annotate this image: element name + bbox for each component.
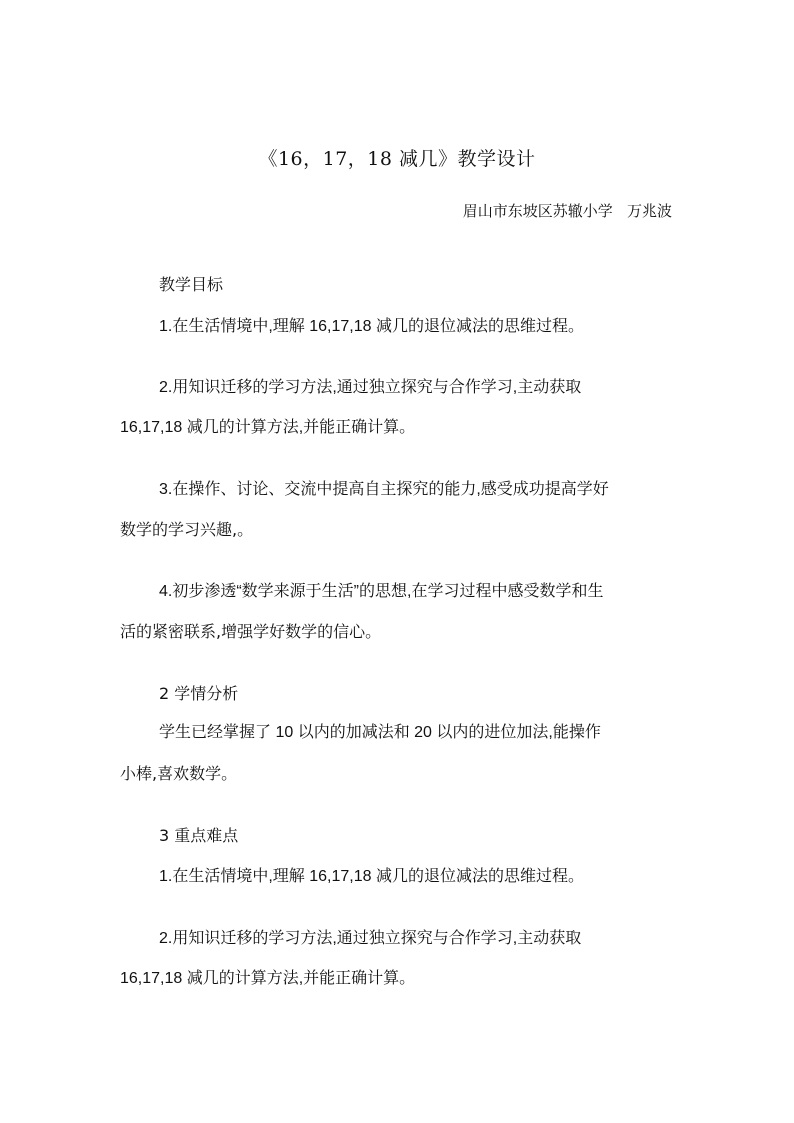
author-line: 眉山市东坡区苏辙小学 万兆波: [462, 202, 672, 220]
goal-4-line-1: 4.初步渗透“数学来源于生活”的思想,在学习过程中感受数学和生: [159, 583, 604, 600]
section-heading-key-points: 3 重点难点: [159, 826, 239, 845]
document-title: 《16，17，18 减几》教学设计: [258, 148, 536, 170]
section-heading-student-analysis: 2 学情分析: [159, 684, 239, 703]
goal-2-line-2: 16,17,18 减几的计算方法,并能正确计算。: [120, 419, 416, 436]
goal-4-line-2: 活的紧密联系,增强学好数学的信心。: [120, 622, 382, 641]
goal-2-line-1: 2.用知识迁移的学习方法,通过独立探究与合作学习,主动获取: [159, 379, 582, 396]
key-point-2-line-1: 2.用知识迁移的学习方法,通过独立探究与合作学习,主动获取: [159, 930, 582, 947]
section-heading-teaching-goals: 教学目标: [159, 275, 224, 294]
key-point-1-line-1: 1.在生活情境中,理解 16,17,18 减几的退位减法的思维过程。: [159, 868, 584, 885]
goal-3-line-1: 3.在操作、讨论、交流中提高自主探究的能力,感受成功提高学好: [159, 481, 609, 498]
student-analysis-line-2: 小棒,喜欢数学。: [120, 764, 238, 783]
student-analysis-line-1: 学生已经掌握了 10 以内的加减法和 20 以内的进位加法,能操作: [159, 724, 601, 741]
key-point-2-line-2: 16,17,18 减几的计算方法,并能正确计算。: [120, 970, 416, 987]
goal-3-line-2: 数学的学习兴趣,。: [120, 520, 254, 539]
goal-1-line-1: 1.在生活情境中,理解 16,17,18 减几的退位减法的思维过程。: [159, 318, 584, 335]
